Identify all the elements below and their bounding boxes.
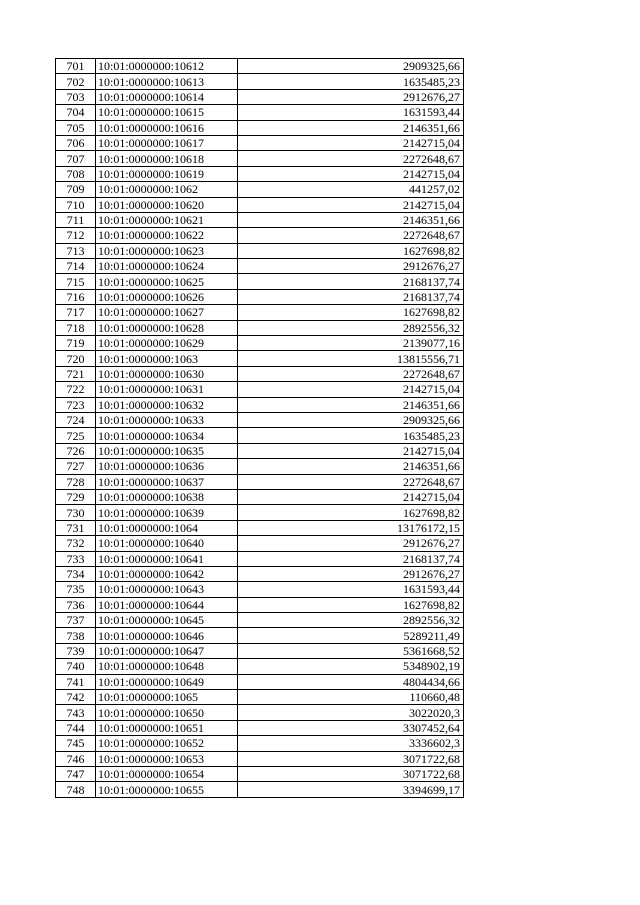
row-number-cell: 720 bbox=[56, 351, 96, 366]
table-row bbox=[56, 59, 464, 74]
value-cell: 2909325,66 bbox=[238, 412, 464, 427]
cadastral-number-cell: 10:01:0000000:10627 bbox=[96, 305, 238, 320]
row-number-cell: 739 bbox=[56, 643, 96, 658]
table-row bbox=[56, 736, 464, 751]
value-cell: 1627698,82 bbox=[238, 505, 464, 520]
value-cell: 441257,02 bbox=[238, 182, 464, 197]
table-row bbox=[56, 428, 464, 443]
value-cell: 2142715,04 bbox=[238, 135, 464, 150]
cadastral-number-cell: 10:01:0000000:10621 bbox=[96, 212, 238, 227]
value-cell: 2912676,27 bbox=[238, 536, 464, 551]
cadastral-number-cell: 10:01:0000000:10640 bbox=[96, 536, 238, 551]
table-row bbox=[56, 274, 464, 289]
cadastral-number-cell: 10:01:0000000:10620 bbox=[96, 197, 238, 212]
value-cell: 2146351,66 bbox=[238, 459, 464, 474]
value-cell: 110660,48 bbox=[238, 690, 464, 705]
cadastral-number-cell: 10:01:0000000:10630 bbox=[96, 366, 238, 381]
cadastral-number-cell: 10:01:0000000:10633 bbox=[96, 412, 238, 427]
table-row bbox=[56, 582, 464, 597]
row-number-cell: 707 bbox=[56, 151, 96, 166]
cadastral-number-cell: 10:01:0000000:10619 bbox=[96, 166, 238, 181]
value-cell: 2272648,67 bbox=[238, 366, 464, 381]
cadastral-number-cell: 10:01:0000000:10645 bbox=[96, 613, 238, 628]
table-row bbox=[56, 151, 464, 166]
value-cell: 2272648,67 bbox=[238, 228, 464, 243]
row-number-cell: 727 bbox=[56, 459, 96, 474]
row-number-cell: 708 bbox=[56, 166, 96, 181]
value-cell: 2142715,04 bbox=[238, 489, 464, 504]
row-number-cell: 738 bbox=[56, 628, 96, 643]
table-row bbox=[56, 212, 464, 227]
row-number-cell: 736 bbox=[56, 597, 96, 612]
cadastral-number-cell: 10:01:0000000:10623 bbox=[96, 243, 238, 258]
cadastral-number-cell: 10:01:0000000:10616 bbox=[96, 120, 238, 135]
table-row bbox=[56, 197, 464, 212]
value-cell: 2168137,74 bbox=[238, 289, 464, 304]
table-row bbox=[56, 182, 464, 197]
value-cell: 13815556,71 bbox=[238, 351, 464, 366]
value-cell: 5361668,52 bbox=[238, 643, 464, 658]
row-number-cell: 716 bbox=[56, 289, 96, 304]
cadastral-number-cell: 10:01:0000000:10624 bbox=[96, 259, 238, 274]
table-row bbox=[56, 766, 464, 781]
cadastral-number-cell: 10:01:0000000:10650 bbox=[96, 705, 238, 720]
value-cell: 3336602,3 bbox=[238, 736, 464, 751]
cadastral-number-cell: 10:01:0000000:10644 bbox=[96, 597, 238, 612]
cadastral-number-cell: 10:01:0000000:10618 bbox=[96, 151, 238, 166]
row-number-cell: 719 bbox=[56, 336, 96, 351]
row-number-cell: 711 bbox=[56, 212, 96, 227]
cadastral-number-cell: 10:01:0000000:10637 bbox=[96, 474, 238, 489]
row-number-cell: 742 bbox=[56, 690, 96, 705]
value-cell: 2272648,67 bbox=[238, 151, 464, 166]
cadastral-number-cell: 10:01:0000000:10639 bbox=[96, 505, 238, 520]
table-row bbox=[56, 74, 464, 89]
value-cell: 2142715,04 bbox=[238, 382, 464, 397]
row-number-cell: 712 bbox=[56, 228, 96, 243]
table-row bbox=[56, 474, 464, 489]
value-cell: 2168137,74 bbox=[238, 551, 464, 566]
row-number-cell: 717 bbox=[56, 305, 96, 320]
cadastral-number-cell: 10:01:0000000:10615 bbox=[96, 105, 238, 120]
value-cell: 5348902,19 bbox=[238, 659, 464, 674]
cadastral-number-cell: 10:01:0000000:10647 bbox=[96, 643, 238, 658]
table-row bbox=[56, 289, 464, 304]
row-number-cell: 715 bbox=[56, 274, 96, 289]
cadastral-number-cell: 10:01:0000000:10629 bbox=[96, 336, 238, 351]
row-number-cell: 704 bbox=[56, 105, 96, 120]
cadastral-number-cell: 10:01:0000000:10636 bbox=[96, 459, 238, 474]
row-number-cell: 735 bbox=[56, 582, 96, 597]
value-cell: 2142715,04 bbox=[238, 443, 464, 458]
row-number-cell: 723 bbox=[56, 397, 96, 412]
table-row bbox=[56, 459, 464, 474]
row-number-cell: 730 bbox=[56, 505, 96, 520]
value-cell: 1627698,82 bbox=[238, 597, 464, 612]
value-cell: 1627698,82 bbox=[238, 305, 464, 320]
table-row bbox=[56, 135, 464, 150]
table-row bbox=[56, 443, 464, 458]
table-row bbox=[56, 628, 464, 643]
row-number-cell: 709 bbox=[56, 182, 96, 197]
value-cell: 3071722,68 bbox=[238, 751, 464, 766]
row-number-cell: 705 bbox=[56, 120, 96, 135]
cadastral-number-cell: 10:01:0000000:10651 bbox=[96, 720, 238, 735]
row-number-cell: 725 bbox=[56, 428, 96, 443]
cadastral-number-cell: 10:01:0000000:10617 bbox=[96, 135, 238, 150]
table-row bbox=[56, 259, 464, 274]
value-cell: 2912676,27 bbox=[238, 259, 464, 274]
table-row bbox=[56, 782, 464, 797]
table-row bbox=[56, 674, 464, 689]
table-row bbox=[56, 412, 464, 427]
cadastral-number-cell: 10:01:0000000:10638 bbox=[96, 489, 238, 504]
table-row bbox=[56, 551, 464, 566]
value-cell: 1635485,23 bbox=[238, 428, 464, 443]
cadastral-number-cell: 10:01:0000000:10622 bbox=[96, 228, 238, 243]
row-number-cell: 743 bbox=[56, 705, 96, 720]
row-number-cell: 732 bbox=[56, 536, 96, 551]
row-number-cell: 745 bbox=[56, 736, 96, 751]
table-body bbox=[56, 59, 464, 798]
value-cell: 2139077,16 bbox=[238, 336, 464, 351]
cadastral-number-cell: 10:01:0000000:1062 bbox=[96, 182, 238, 197]
value-cell: 2146351,66 bbox=[238, 397, 464, 412]
cadastral-number-cell: 10:01:0000000:10653 bbox=[96, 751, 238, 766]
value-cell: 13176172,15 bbox=[238, 520, 464, 535]
row-number-cell: 718 bbox=[56, 320, 96, 335]
table-row bbox=[56, 566, 464, 581]
row-number-cell: 748 bbox=[56, 782, 96, 797]
table-row bbox=[56, 89, 464, 104]
table-row bbox=[56, 228, 464, 243]
value-cell: 2272648,67 bbox=[238, 474, 464, 489]
table-row bbox=[56, 336, 464, 351]
table-row bbox=[56, 690, 464, 705]
cadastral-number-cell: 10:01:0000000:10648 bbox=[96, 659, 238, 674]
cadastral-number-cell: 10:01:0000000:10654 bbox=[96, 766, 238, 781]
cadastral-number-cell: 10:01:0000000:10643 bbox=[96, 582, 238, 597]
value-cell: 3022020,3 bbox=[238, 705, 464, 720]
table-row bbox=[56, 720, 464, 735]
row-number-cell: 714 bbox=[56, 259, 96, 274]
value-cell: 4804434,66 bbox=[238, 674, 464, 689]
cadastral-number-cell: 10:01:0000000:10626 bbox=[96, 289, 238, 304]
table-row bbox=[56, 320, 464, 335]
row-number-cell: 746 bbox=[56, 751, 96, 766]
value-cell: 2912676,27 bbox=[238, 89, 464, 104]
value-cell: 2146351,66 bbox=[238, 120, 464, 135]
row-number-cell: 713 bbox=[56, 243, 96, 258]
table-row bbox=[56, 105, 464, 120]
row-number-cell: 744 bbox=[56, 720, 96, 735]
row-number-cell: 726 bbox=[56, 443, 96, 458]
cadastral-number-cell: 10:01:0000000:10625 bbox=[96, 274, 238, 289]
cadastral-number-cell: 10:01:0000000:1065 bbox=[96, 690, 238, 705]
cadastral-number-cell: 10:01:0000000:10628 bbox=[96, 320, 238, 335]
value-cell: 2168137,74 bbox=[238, 274, 464, 289]
table-row bbox=[56, 613, 464, 628]
data-table bbox=[55, 58, 464, 798]
table-row bbox=[56, 505, 464, 520]
value-cell: 3307452,64 bbox=[238, 720, 464, 735]
cadastral-number-cell: 10:01:0000000:10614 bbox=[96, 89, 238, 104]
table-row bbox=[56, 305, 464, 320]
cadastral-number-cell: 10:01:0000000:10635 bbox=[96, 443, 238, 458]
row-number-cell: 741 bbox=[56, 674, 96, 689]
row-number-cell: 740 bbox=[56, 659, 96, 674]
row-number-cell: 722 bbox=[56, 382, 96, 397]
cadastral-number-cell: 10:01:0000000:10655 bbox=[96, 782, 238, 797]
table-row bbox=[56, 366, 464, 381]
row-number-cell: 731 bbox=[56, 520, 96, 535]
cadastral-number-cell: 10:01:0000000:10612 bbox=[96, 59, 238, 74]
value-cell: 3071722,68 bbox=[238, 766, 464, 781]
table-row bbox=[56, 243, 464, 258]
row-number-cell: 721 bbox=[56, 366, 96, 381]
value-cell: 2142715,04 bbox=[238, 197, 464, 212]
cadastral-number-cell: 10:01:0000000:10646 bbox=[96, 628, 238, 643]
row-number-cell: 728 bbox=[56, 474, 96, 489]
table-row bbox=[56, 382, 464, 397]
value-cell: 3394699,17 bbox=[238, 782, 464, 797]
value-cell: 1631593,44 bbox=[238, 582, 464, 597]
value-cell: 2909325,66 bbox=[238, 59, 464, 74]
cadastral-number-cell: 10:01:0000000:1064 bbox=[96, 520, 238, 535]
value-cell: 1635485,23 bbox=[238, 74, 464, 89]
cadastral-number-cell: 10:01:0000000:10652 bbox=[96, 736, 238, 751]
row-number-cell: 703 bbox=[56, 89, 96, 104]
row-number-cell: 706 bbox=[56, 135, 96, 150]
cadastral-number-cell: 10:01:0000000:10613 bbox=[96, 74, 238, 89]
table-row bbox=[56, 705, 464, 720]
row-number-cell: 737 bbox=[56, 613, 96, 628]
value-cell: 1631593,44 bbox=[238, 105, 464, 120]
cadastral-number-cell: 10:01:0000000:10642 bbox=[96, 566, 238, 581]
value-cell: 2912676,27 bbox=[238, 566, 464, 581]
table-row bbox=[56, 397, 464, 412]
table-row bbox=[56, 597, 464, 612]
row-number-cell: 724 bbox=[56, 412, 96, 427]
cadastral-number-cell: 10:01:0000000:10649 bbox=[96, 674, 238, 689]
cadastral-number-cell: 10:01:0000000:10634 bbox=[96, 428, 238, 443]
table-row bbox=[56, 120, 464, 135]
cadastral-number-cell: 10:01:0000000:10632 bbox=[96, 397, 238, 412]
value-cell: 5289211,49 bbox=[238, 628, 464, 643]
value-cell: 1627698,82 bbox=[238, 243, 464, 258]
row-number-cell: 701 bbox=[56, 59, 96, 74]
cadastral-number-cell: 10:01:0000000:10641 bbox=[96, 551, 238, 566]
table-row bbox=[56, 489, 464, 504]
table-row bbox=[56, 536, 464, 551]
row-number-cell: 733 bbox=[56, 551, 96, 566]
cadastral-number-cell: 10:01:0000000:1063 bbox=[96, 351, 238, 366]
row-number-cell: 747 bbox=[56, 766, 96, 781]
value-cell: 2146351,66 bbox=[238, 212, 464, 227]
row-number-cell: 734 bbox=[56, 566, 96, 581]
table-row bbox=[56, 520, 464, 535]
table-row bbox=[56, 351, 464, 366]
row-number-cell: 729 bbox=[56, 489, 96, 504]
table-row bbox=[56, 751, 464, 766]
table-row bbox=[56, 166, 464, 181]
cadastral-number-cell: 10:01:0000000:10631 bbox=[96, 382, 238, 397]
table-row bbox=[56, 659, 464, 674]
value-cell: 2892556,32 bbox=[238, 613, 464, 628]
value-cell: 2142715,04 bbox=[238, 166, 464, 181]
row-number-cell: 710 bbox=[56, 197, 96, 212]
value-cell: 2892556,32 bbox=[238, 320, 464, 335]
table-row bbox=[56, 643, 464, 658]
row-number-cell: 702 bbox=[56, 74, 96, 89]
